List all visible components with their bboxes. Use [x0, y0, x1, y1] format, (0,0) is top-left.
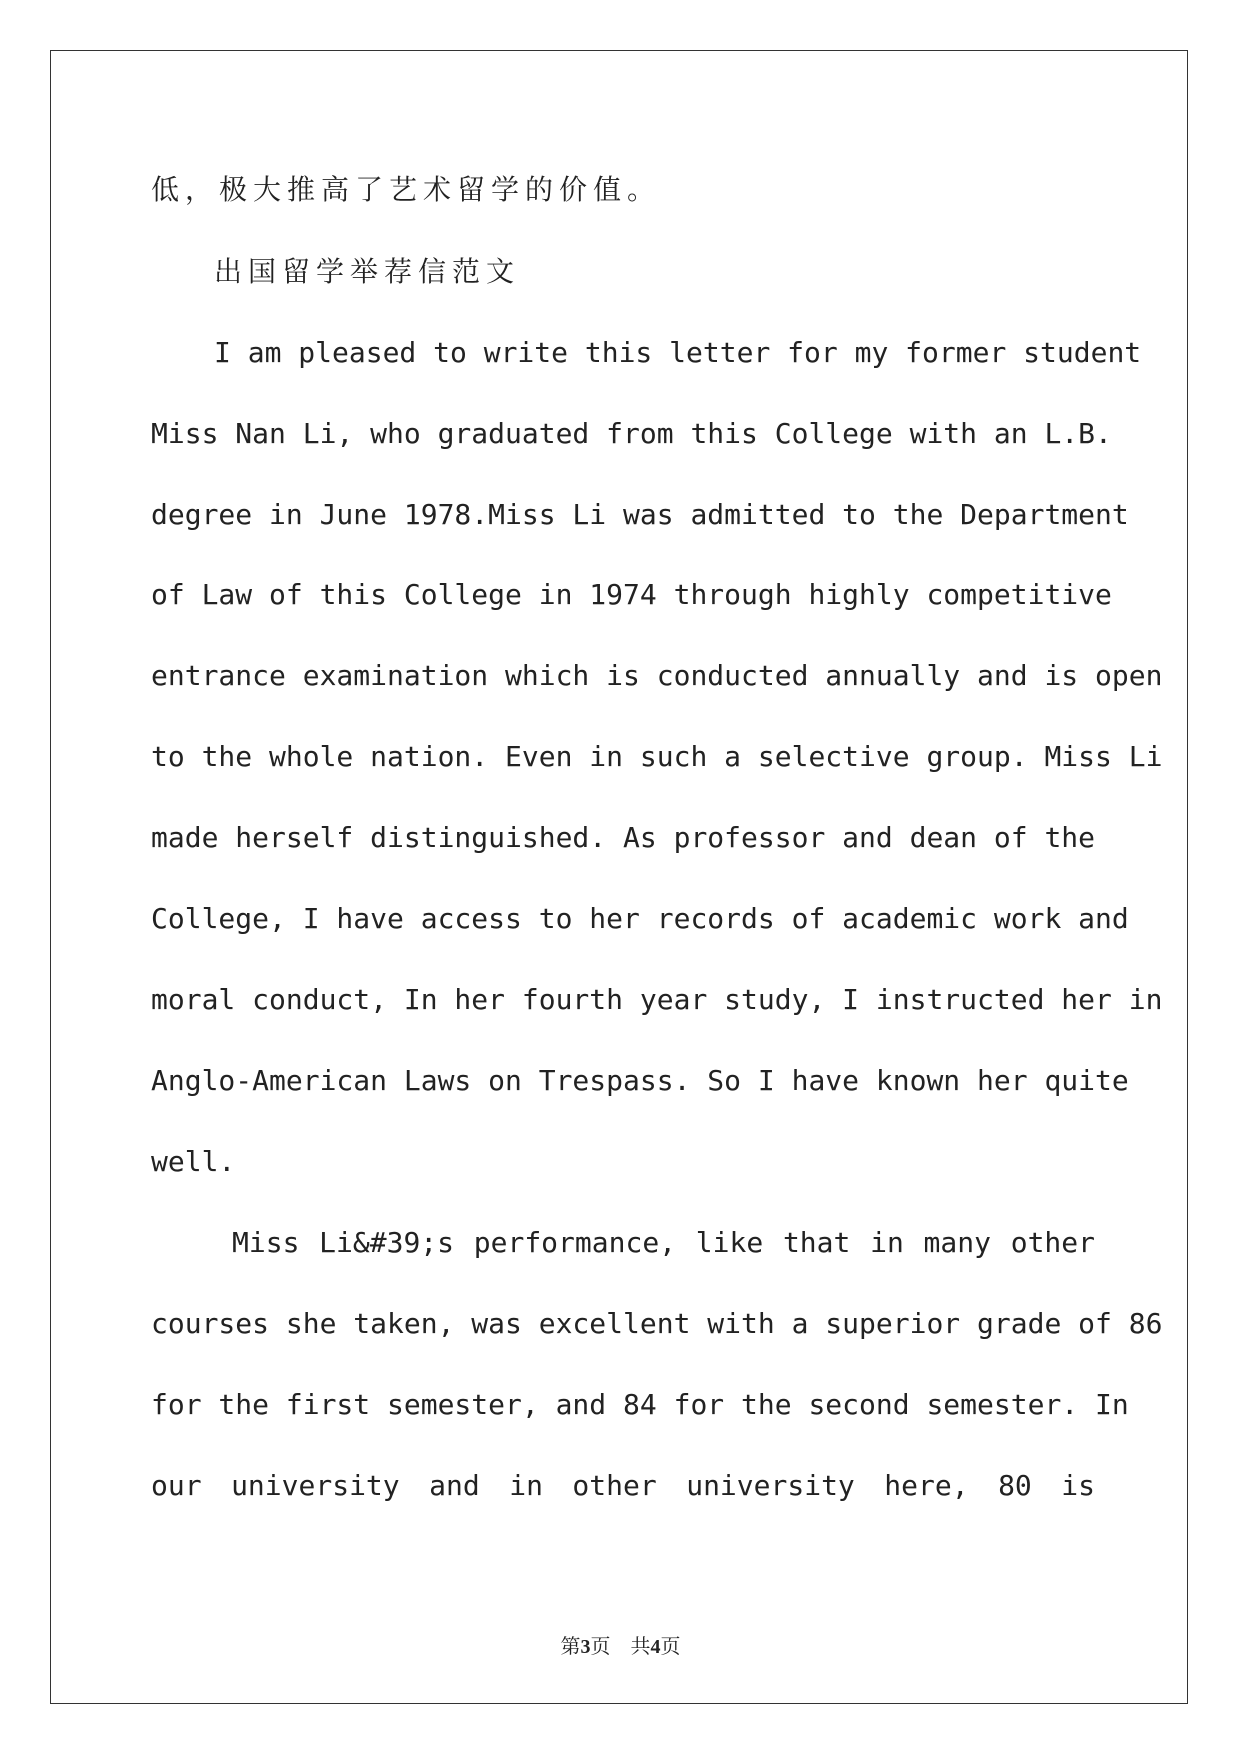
text-line: our university and in other university here, 80 is	[151, 1469, 1095, 1502]
current-page-number: 3	[580, 1636, 591, 1658]
text-line: College, I have access to her records of academic work and	[151, 902, 1129, 935]
text-line: entrance examination which is conducted annually and is open	[151, 659, 1163, 692]
text-line: 低，极大推高了艺术留学的价值。	[151, 173, 662, 206]
text-line: courses she taken, was excellent with a superior grade of 86	[151, 1307, 1163, 1340]
page-frame	[50, 50, 1188, 1704]
text-line: to the whole nation. Even in such a selective group. Miss Li	[151, 740, 1163, 773]
text-line: well.	[151, 1145, 236, 1178]
section-heading: 出国留学举荐信范文	[214, 255, 521, 288]
text-line: I am pleased to write this letter for my former student	[214, 336, 1142, 369]
text-line: Anglo-American Laws on Trespass. So I have known her quite	[151, 1064, 1129, 1097]
text-line: of Law of this College in 1974 through highly competitive	[151, 578, 1112, 611]
text-line: Miss Li&#39;s performance, like that in many other	[232, 1226, 1095, 1259]
text-line: moral conduct, In her fourth year study, I instructed her in	[151, 983, 1163, 1016]
text-line: for the first semester, and 84 for the second semester. In	[151, 1388, 1129, 1421]
text-line: Miss Nan Li, who graduated from this College with an L.B.	[151, 417, 1112, 450]
text-line: degree in June 1978.Miss Li was admitted to the Department	[151, 498, 1129, 531]
footer-mid: 页 共	[590, 1636, 651, 1658]
total-page-number: 4	[650, 1636, 661, 1658]
footer-prefix: 第	[560, 1636, 581, 1658]
text-line: made herself distinguished. As professor and dean of the	[151, 821, 1096, 854]
footer-suffix: 页	[660, 1636, 681, 1658]
page-footer	[0, 1630, 1241, 1659]
